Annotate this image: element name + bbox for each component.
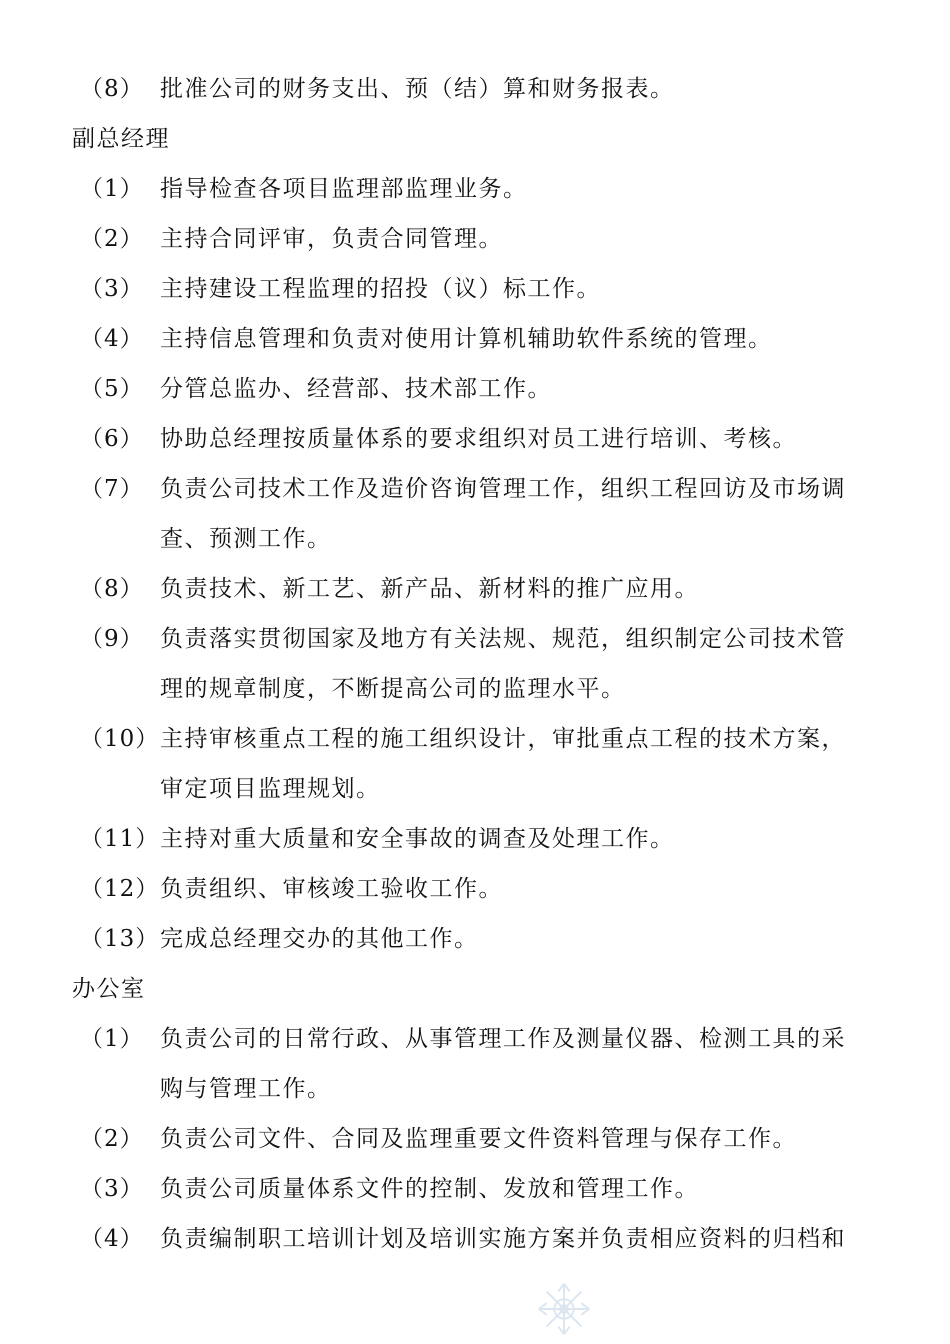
- list-item: [0, 274, 950, 324]
- item-number: （8）: [80, 76, 144, 102]
- list-item: [0, 324, 950, 374]
- item-number: （2）: [80, 226, 144, 252]
- item-text: 分管总监办、经营部、技术部工作。: [160, 376, 552, 402]
- item-text: 负责公司文件、合同及监理重要文件资料管理与保存工作。: [160, 1126, 797, 1152]
- item-text: 完成总经理交办的其他工作。: [160, 926, 479, 952]
- item-number: （12）: [80, 876, 160, 902]
- list-item-continuation: [0, 1074, 950, 1124]
- section-heading: [0, 124, 950, 174]
- item-number: （5）: [80, 376, 144, 402]
- item-text: 负责公司的日常行政、从事管理工作及测量仪器、检测工具的采: [160, 1026, 846, 1052]
- list-item: [0, 224, 950, 274]
- list-item: [0, 824, 950, 874]
- list-item: [0, 574, 950, 624]
- heading-text: 办公室: [72, 976, 146, 1002]
- list-item: [0, 174, 950, 224]
- item-text: 主持合同评审，负责合同管理。: [160, 226, 503, 252]
- item-number: （9）: [80, 626, 144, 652]
- item-number: （3）: [80, 276, 144, 302]
- item-text: 负责公司技术工作及造价咨询管理工作，组织工程回访及市场调: [160, 476, 846, 502]
- item-text: 指导检查各项目监理部监理业务。: [160, 176, 528, 202]
- list-item: [0, 74, 950, 124]
- item-text: 主持信息管理和负责对使用计算机辅助软件系统的管理。: [160, 326, 773, 352]
- item-number: （8）: [80, 576, 144, 602]
- item-text: 批准公司的财务支出、预（结）算和财务报表。: [160, 76, 675, 102]
- item-number: （7）: [80, 476, 144, 502]
- list-item: [0, 624, 950, 674]
- item-number: （6）: [80, 426, 144, 452]
- heading-text: 副总经理: [72, 126, 170, 152]
- item-number: （4）: [80, 326, 144, 352]
- item-number: （13）: [80, 926, 160, 952]
- item-text: 查、预测工作。: [160, 526, 332, 552]
- item-text: 审定项目监理规划。: [160, 776, 381, 802]
- item-number: （1）: [80, 1026, 144, 1052]
- item-text: 负责技术、新工艺、新产品、新材料的推广应用。: [160, 576, 699, 602]
- item-number: （1）: [80, 176, 144, 202]
- item-text: 负责组织、审核竣工验收工作。: [160, 876, 503, 902]
- item-text: 负责公司质量体系文件的控制、发放和管理工作。: [160, 1176, 699, 1202]
- item-number: （2）: [80, 1126, 144, 1152]
- list-item: [0, 1174, 950, 1224]
- item-number: （11）: [80, 826, 160, 852]
- list-item-continuation: [0, 524, 950, 574]
- item-text: 理的规章制度，不断提高公司的监理水平。: [160, 676, 626, 702]
- list-item-continuation: [0, 774, 950, 824]
- item-number: （4）: [80, 1226, 144, 1252]
- list-item: [0, 424, 950, 474]
- list-item: [0, 374, 950, 424]
- item-text: 购与管理工作。: [160, 1076, 332, 1102]
- list-item: [0, 1124, 950, 1174]
- list-item-continuation: [0, 674, 950, 724]
- snowflake-watermark-icon: [535, 1280, 593, 1338]
- section-heading: [0, 974, 950, 1024]
- list-item: [0, 724, 950, 774]
- item-number: （10）: [80, 726, 160, 752]
- item-text: 协助总经理按质量体系的要求组织对员工进行培训、考核。: [160, 426, 797, 452]
- list-item: [0, 874, 950, 924]
- item-text: 主持对重大质量和安全事故的调查及处理工作。: [160, 826, 675, 852]
- item-number: （3）: [80, 1176, 144, 1202]
- list-item: [0, 474, 950, 524]
- item-text: 负责编制职工培训计划及培训实施方案并负责相应资料的归档和: [160, 1226, 846, 1252]
- list-item: [0, 1024, 950, 1074]
- item-text: 负责落实贯彻国家及地方有关法规、规范，组织制定公司技术管: [160, 626, 846, 652]
- list-item: [0, 924, 950, 974]
- item-text: 主持审核重点工程的施工组织设计，审批重点工程的技术方案，: [160, 726, 846, 752]
- list-item: [0, 1224, 950, 1274]
- item-text: 主持建设工程监理的招投（议）标工作。: [160, 276, 601, 302]
